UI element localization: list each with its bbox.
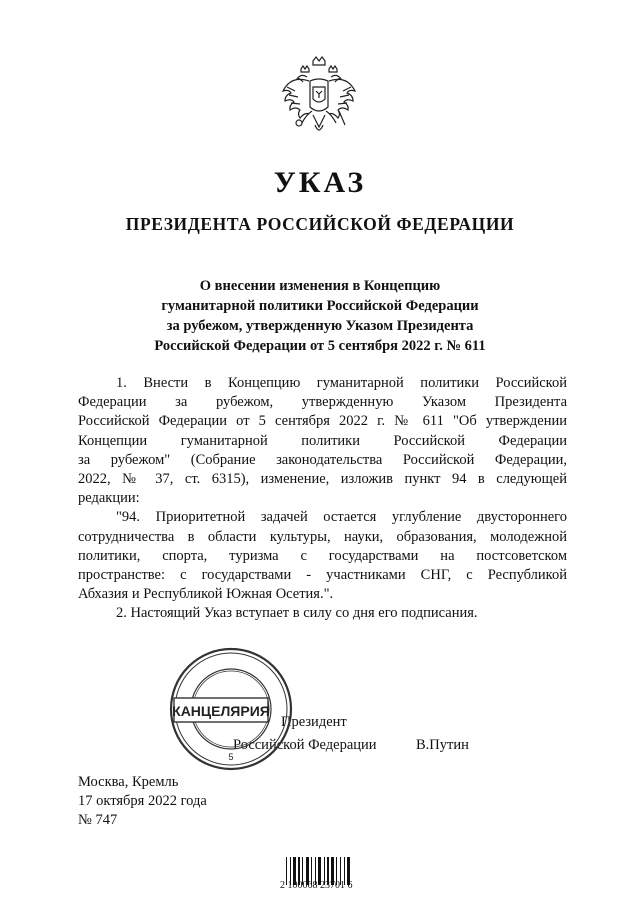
body-line: редакции: [78, 490, 140, 507]
decree-number: № 747 [78, 812, 118, 829]
body-line: Федерации за рубежом, утвержденную Указом Президента [78, 394, 567, 411]
heading-line: за рубежом, утвержденную Указом Президента [166, 318, 474, 334]
body-line: пространстве: с государствами - участниками СНГ, с Республикой [78, 567, 567, 584]
heading-line: О внесении изменения в Концепцию [199, 278, 441, 294]
stamp-center-text: КАНЦЕЛЯРИЯ [172, 703, 270, 719]
double-headed-eagle-icon [279, 55, 359, 145]
body-line: политики, спорта, туризма с государствами на постсоветском [78, 547, 567, 564]
heading-line: гуманитарной политики Российской Федерации [161, 298, 479, 314]
decree-date: 17 октября 2022 года [78, 793, 207, 810]
body-line: 2. Настоящий Указ вступает в силу со дня его подписания. [116, 605, 478, 622]
barcode-number: 2 100068 23701 6 [280, 880, 353, 891]
signatory-name: В.Путин [416, 737, 469, 753]
place-and-date [78, 773, 207, 831]
body-line: Концепции гуманитарной политики Российской Федерации [78, 432, 567, 449]
body-line: 2022, № 37, ст. 6315), изменение, изложив пункт 94 в следующей [78, 471, 567, 488]
body-line: 1. Внести в Концепцию гуманитарной политики Российской [116, 375, 567, 391]
stamp-number: 5 [228, 752, 234, 762]
body-line: за рубежом" (Собрание законодательства Российской Федерации, [78, 451, 567, 468]
body-line: "94. Приоритетной задачей остается углубление двустороннего [116, 509, 567, 526]
decree-body [78, 374, 567, 624]
decree-title: УКАЗ [273, 166, 367, 199]
body-line: Абхазия и Республикой Южная Осетия.". [78, 586, 334, 603]
decree-issuer: ПРЕЗИДЕНТА РОССИЙСКОЙ ФЕДЕРАЦИИ [125, 214, 515, 234]
body-line: сотрудничества в области культуры, науки, образования, молодежной [78, 528, 567, 545]
body-line: Российской Федерации от 5 сентября 2022 г. № 611 "Об утверждении [78, 413, 567, 430]
decree-heading [100, 276, 540, 356]
signatory-title: Президент [281, 714, 347, 730]
signatory-title: Российской Федерации [233, 737, 377, 753]
heading-line: Российской Федерации от 5 сентября 2022 г. № 611 [154, 338, 486, 354]
chancellery-stamp [168, 646, 294, 772]
place-city: Москва, Кремль [78, 774, 179, 790]
